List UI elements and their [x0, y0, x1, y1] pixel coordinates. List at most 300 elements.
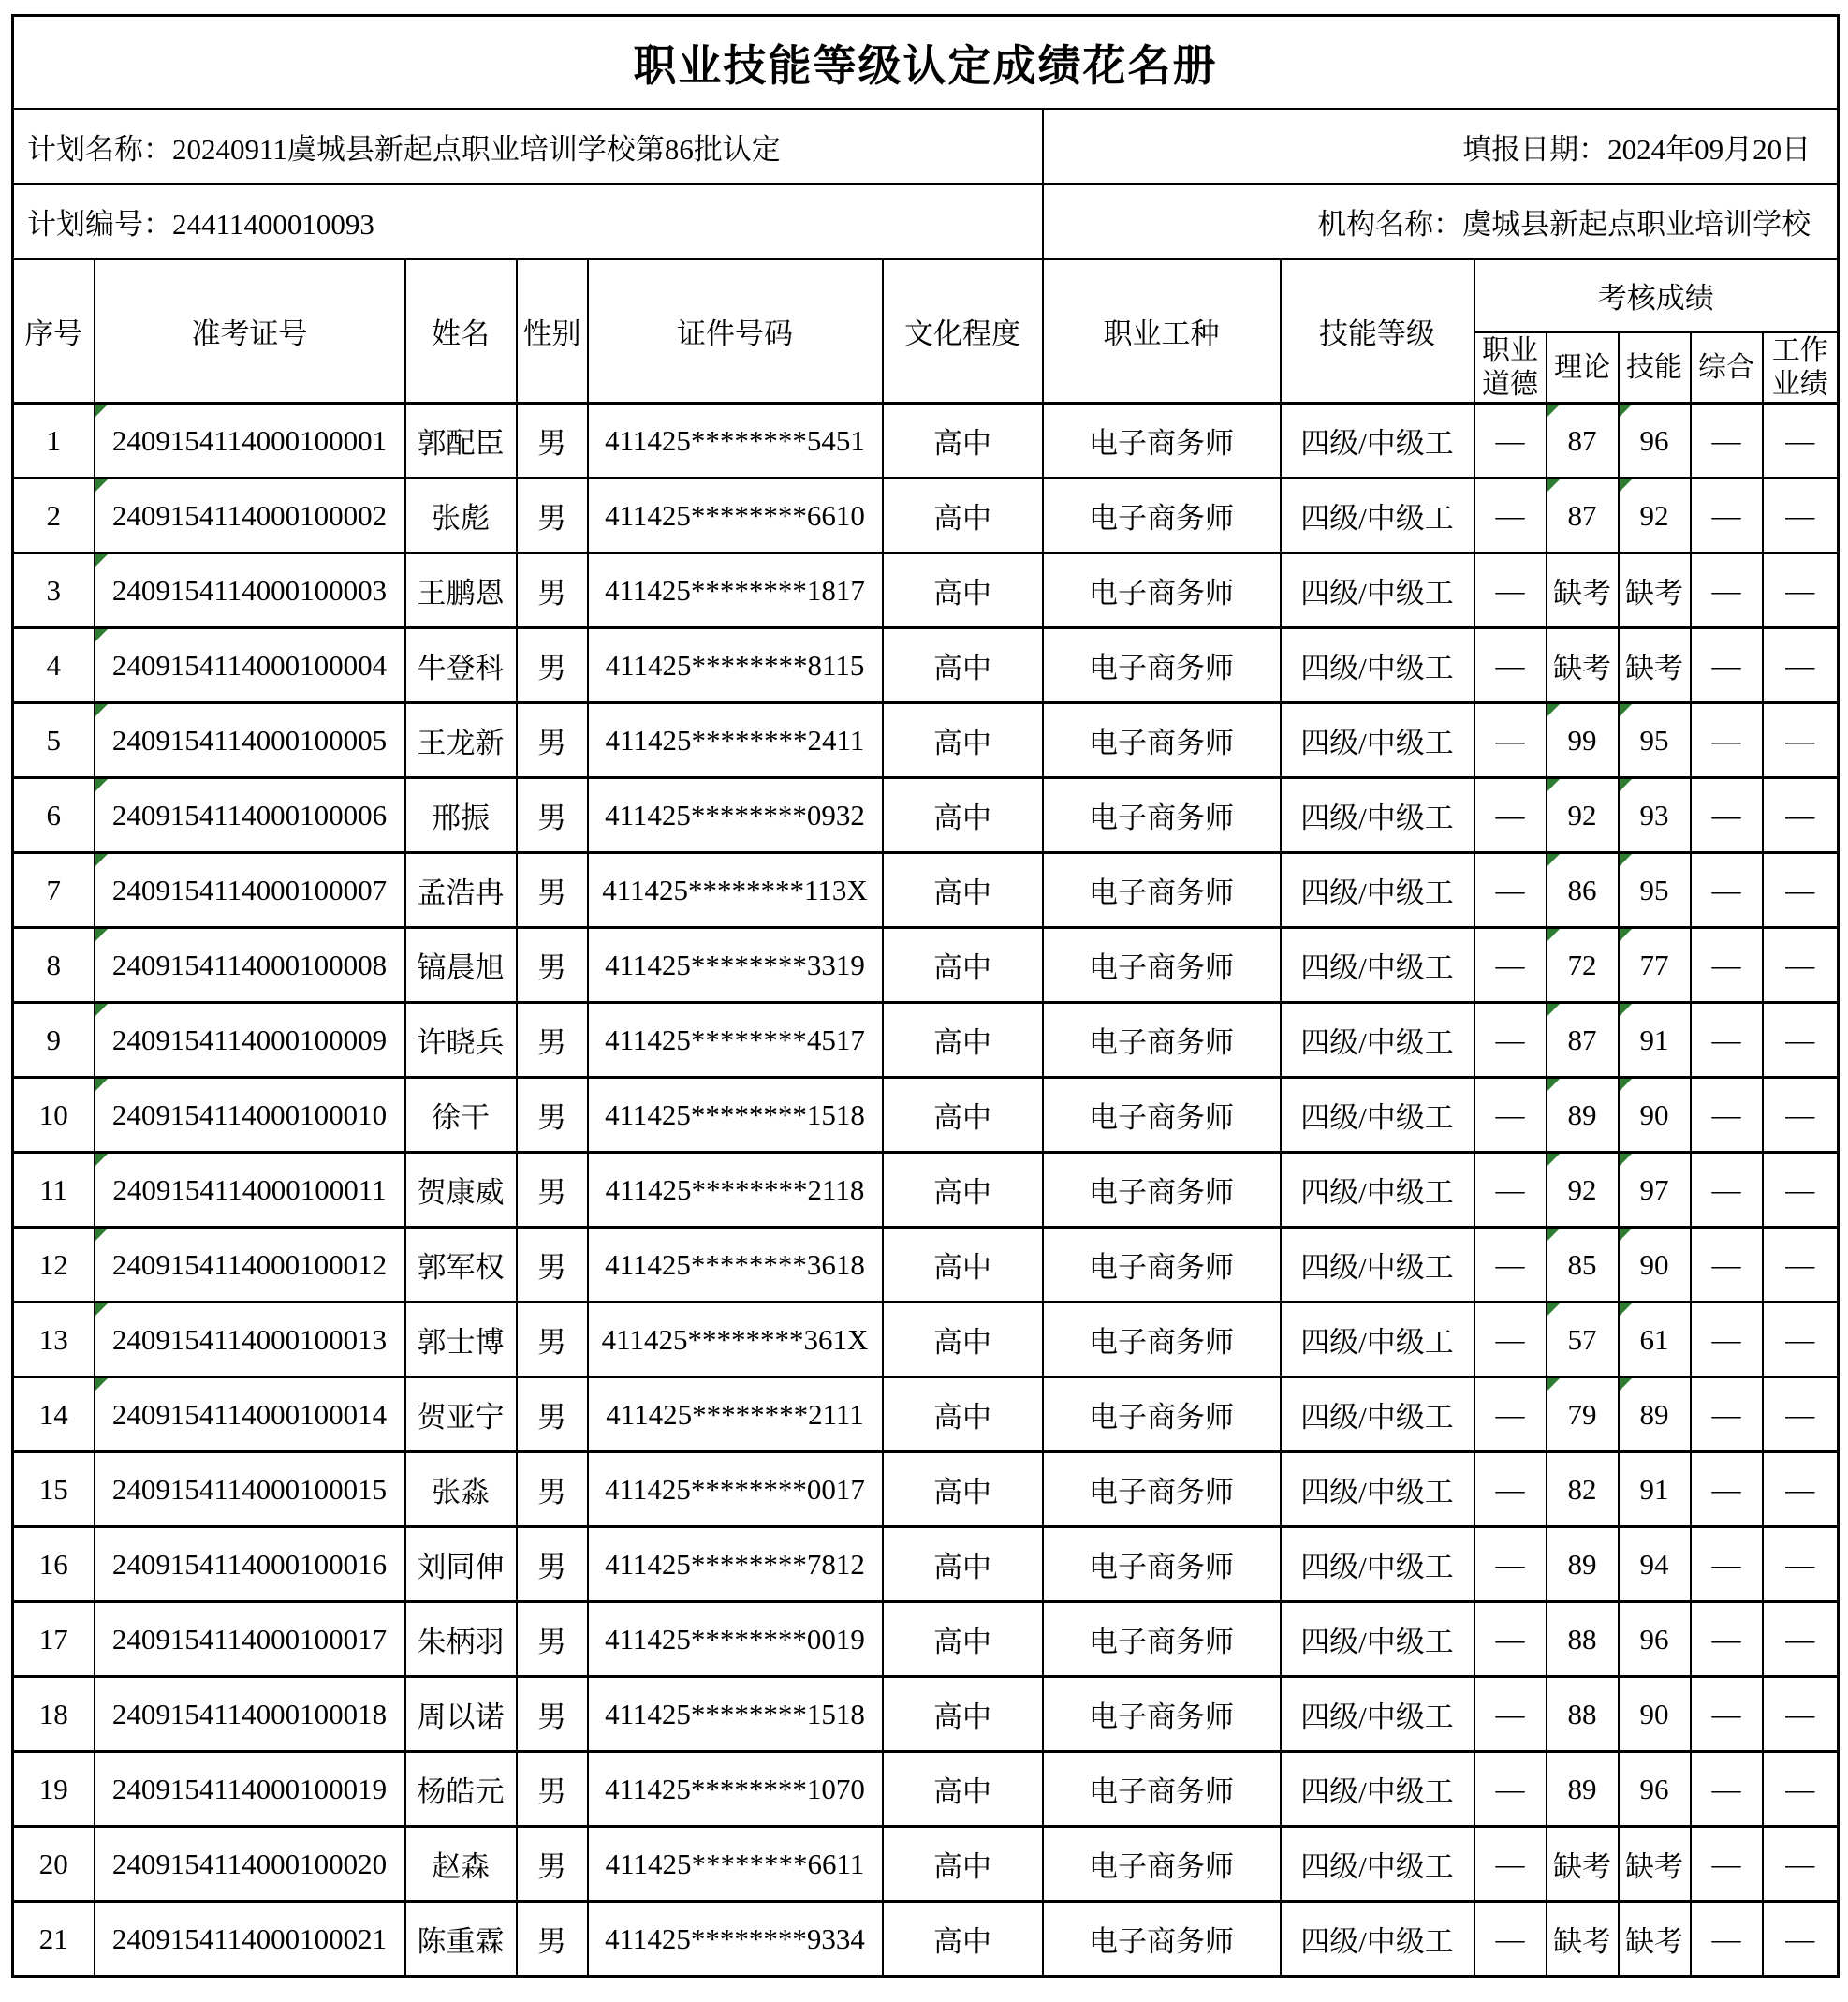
cell-ticket: 2409154114000100001	[95, 404, 405, 478]
cell-id-number: 411425********2118	[588, 1153, 883, 1228]
table-row	[13, 1228, 1839, 1303]
cell-gender: 男	[517, 1078, 588, 1153]
cell-seq: 8	[13, 928, 95, 1003]
cell-score-skill: 缺考	[1619, 1902, 1691, 1977]
cell-ticket: 2409154114000100012	[95, 1228, 405, 1303]
cell-name: 郭军权	[405, 1228, 517, 1303]
cell-score-skill: 94	[1619, 1527, 1691, 1602]
cell-ticket: 2409154114000100014	[95, 1377, 405, 1452]
cell-level: 四级/中级工	[1281, 928, 1474, 1003]
cell-score-work: —	[1763, 1452, 1839, 1527]
cell-score-work: —	[1763, 404, 1839, 478]
cell-id-number: 411425********9334	[588, 1902, 883, 1977]
cell-score-skill: 61	[1619, 1303, 1691, 1377]
col-header-score-comprehensive: 综合	[1691, 332, 1763, 404]
cell-score-comprehensive: —	[1691, 853, 1763, 928]
cell-score-work: —	[1763, 778, 1839, 853]
cell-score-comprehensive: —	[1691, 628, 1763, 703]
cell-score-theory: 87	[1547, 404, 1619, 478]
cell-seq: 11	[13, 1153, 95, 1228]
cell-score-skill: 95	[1619, 703, 1691, 778]
info-row-2	[13, 184, 1839, 259]
cell-level: 四级/中级工	[1281, 703, 1474, 778]
cell-name: 徐干	[405, 1078, 517, 1153]
cell-score-theory: 82	[1547, 1452, 1619, 1527]
plan-name: 计划名称：20240911虞城县新起点职业培训学校第86批认定	[13, 110, 1043, 184]
cell-occupation: 电子商务师	[1043, 1527, 1281, 1602]
cell-seq: 9	[13, 1003, 95, 1078]
col-header-ticket: 准考证号	[95, 259, 405, 404]
cell-score-comprehensive: —	[1691, 404, 1763, 478]
cell-score-theory: 缺考	[1547, 1902, 1619, 1977]
cell-gender: 男	[517, 1153, 588, 1228]
cell-level: 四级/中级工	[1281, 1303, 1474, 1377]
col-header-occupation: 职业工种	[1043, 259, 1281, 404]
cell-score-skill: 缺考	[1619, 553, 1691, 628]
cell-level: 四级/中级工	[1281, 553, 1474, 628]
cell-occupation: 电子商务师	[1043, 1677, 1281, 1752]
cell-score-work: —	[1763, 478, 1839, 553]
cell-ticket: 2409154114000100004	[95, 628, 405, 703]
col-header-score-ethics: 职业道德	[1474, 332, 1547, 404]
cell-occupation: 电子商务师	[1043, 1902, 1281, 1977]
col-header-gender: 性别	[517, 259, 588, 404]
cell-seq: 13	[13, 1303, 95, 1377]
cell-name: 张淼	[405, 1452, 517, 1527]
cell-score-ethics: —	[1474, 1228, 1547, 1303]
cell-level: 四级/中级工	[1281, 853, 1474, 928]
cell-score-work: —	[1763, 1677, 1839, 1752]
cell-level: 四级/中级工	[1281, 1902, 1474, 1977]
table-row	[13, 703, 1839, 778]
cell-id-number: 411425********3618	[588, 1228, 883, 1303]
cell-score-work: —	[1763, 703, 1839, 778]
cell-score-work: —	[1763, 1228, 1839, 1303]
cell-score-theory: 87	[1547, 1003, 1619, 1078]
cell-score-ethics: —	[1474, 1827, 1547, 1902]
cell-score-ethics: —	[1474, 1003, 1547, 1078]
cell-score-comprehensive: —	[1691, 1602, 1763, 1677]
cell-score-theory: 88	[1547, 1677, 1619, 1752]
org-name: 机构名称：虞城县新起点职业培训学校	[1043, 184, 1839, 259]
cell-id-number: 411425********0019	[588, 1602, 883, 1677]
cell-score-theory: 89	[1547, 1752, 1619, 1827]
cell-seq: 4	[13, 628, 95, 703]
cell-seq: 18	[13, 1677, 95, 1752]
cell-score-work: —	[1763, 553, 1839, 628]
cell-score-comprehensive: —	[1691, 1527, 1763, 1602]
table-row	[13, 1602, 1839, 1677]
cell-score-work: —	[1763, 1752, 1839, 1827]
cell-ticket: 2409154114000100008	[95, 928, 405, 1003]
cell-ticket: 2409154114000100011	[95, 1153, 405, 1228]
cell-score-ethics: —	[1474, 1153, 1547, 1228]
cell-score-ethics: —	[1474, 1602, 1547, 1677]
cell-score-theory: 99	[1547, 703, 1619, 778]
cell-score-work: —	[1763, 628, 1839, 703]
cell-score-skill: 91	[1619, 1003, 1691, 1078]
cell-seq: 14	[13, 1377, 95, 1452]
cell-score-comprehensive: —	[1691, 1752, 1763, 1827]
cell-name: 孟浩冉	[405, 853, 517, 928]
table-row	[13, 853, 1839, 928]
cell-level: 四级/中级工	[1281, 1078, 1474, 1153]
cell-occupation: 电子商务师	[1043, 1003, 1281, 1078]
cell-ticket: 2409154114000100017	[95, 1602, 405, 1677]
cell-education: 高中	[883, 404, 1043, 478]
cell-id-number: 411425********0932	[588, 778, 883, 853]
table-row	[13, 1452, 1839, 1527]
cell-score-skill: 97	[1619, 1153, 1691, 1228]
cell-education: 高中	[883, 553, 1043, 628]
cell-score-comprehensive: —	[1691, 1228, 1763, 1303]
cell-level: 四级/中级工	[1281, 478, 1474, 553]
cell-education: 高中	[883, 1677, 1043, 1752]
cell-education: 高中	[883, 1303, 1043, 1377]
col-header-name: 姓名	[405, 259, 517, 404]
cell-id-number: 411425********8115	[588, 628, 883, 703]
cell-score-comprehensive: —	[1691, 778, 1763, 853]
table-row	[13, 478, 1839, 553]
cell-score-comprehensive: —	[1691, 1902, 1763, 1977]
cell-occupation: 电子商务师	[1043, 478, 1281, 553]
cell-name: 王鹏恩	[405, 553, 517, 628]
cell-id-number: 411425********2111	[588, 1377, 883, 1452]
cell-score-work: —	[1763, 928, 1839, 1003]
col-header-seq: 序号	[13, 259, 95, 404]
cell-score-work: —	[1763, 1827, 1839, 1902]
cell-occupation: 电子商务师	[1043, 778, 1281, 853]
table-row	[13, 1752, 1839, 1827]
cell-ticket: 2409154114000100009	[95, 1003, 405, 1078]
cell-education: 高中	[883, 1902, 1043, 1977]
cell-name: 张彪	[405, 478, 517, 553]
report-date: 填报日期：2024年09月20日	[1043, 110, 1839, 184]
cell-education: 高中	[883, 1003, 1043, 1078]
cell-score-ethics: —	[1474, 1377, 1547, 1452]
cell-id-number: 411425********1518	[588, 1078, 883, 1153]
cell-score-ethics: —	[1474, 1303, 1547, 1377]
cell-seq: 6	[13, 778, 95, 853]
cell-seq: 2	[13, 478, 95, 553]
cell-name: 许晓兵	[405, 1003, 517, 1078]
cell-education: 高中	[883, 1752, 1043, 1827]
cell-score-skill: 77	[1619, 928, 1691, 1003]
cell-score-theory: 缺考	[1547, 553, 1619, 628]
cell-ticket: 2409154114000100021	[95, 1902, 405, 1977]
cell-score-comprehensive: —	[1691, 1078, 1763, 1153]
cell-education: 高中	[883, 703, 1043, 778]
cell-ticket: 2409154114000100003	[95, 553, 405, 628]
cell-name: 贺康威	[405, 1153, 517, 1228]
cell-ticket: 2409154114000100013	[95, 1303, 405, 1377]
cell-score-theory: 92	[1547, 1153, 1619, 1228]
table-row	[13, 928, 1839, 1003]
cell-name: 陈重霖	[405, 1902, 517, 1977]
cell-score-theory: 88	[1547, 1602, 1619, 1677]
cell-id-number: 411425********6610	[588, 478, 883, 553]
cell-score-theory: 86	[1547, 853, 1619, 928]
cell-name: 朱柄羽	[405, 1602, 517, 1677]
col-header-score-group: 考核成绩	[1474, 259, 1839, 332]
roster-body	[13, 404, 1839, 1977]
cell-occupation: 电子商务师	[1043, 1602, 1281, 1677]
cell-level: 四级/中级工	[1281, 1827, 1474, 1902]
cell-name: 王龙新	[405, 703, 517, 778]
cell-seq: 7	[13, 853, 95, 928]
cell-score-theory: 85	[1547, 1228, 1619, 1303]
cell-gender: 男	[517, 1677, 588, 1752]
cell-education: 高中	[883, 853, 1043, 928]
cell-score-skill: 96	[1619, 1752, 1691, 1827]
cell-score-skill: 缺考	[1619, 1827, 1691, 1902]
cell-score-ethics: —	[1474, 404, 1547, 478]
cell-level: 四级/中级工	[1281, 404, 1474, 478]
cell-score-work: —	[1763, 1153, 1839, 1228]
cell-score-work: —	[1763, 1303, 1839, 1377]
cell-score-work: —	[1763, 1527, 1839, 1602]
table-row	[13, 1153, 1839, 1228]
cell-occupation: 电子商务师	[1043, 1078, 1281, 1153]
col-header-education: 文化程度	[883, 259, 1043, 404]
cell-id-number: 411425********1817	[588, 553, 883, 628]
cell-seq: 1	[13, 404, 95, 478]
table-row	[13, 553, 1839, 628]
cell-level: 四级/中级工	[1281, 1003, 1474, 1078]
cell-occupation: 电子商务师	[1043, 628, 1281, 703]
cell-gender: 男	[517, 853, 588, 928]
cell-id-number: 411425********1070	[588, 1752, 883, 1827]
cell-gender: 男	[517, 928, 588, 1003]
cell-occupation: 电子商务师	[1043, 703, 1281, 778]
info-row-1	[13, 110, 1839, 184]
cell-level: 四级/中级工	[1281, 1452, 1474, 1527]
cell-seq: 20	[13, 1827, 95, 1902]
cell-score-ethics: —	[1474, 1752, 1547, 1827]
table-row	[13, 404, 1839, 478]
cell-score-comprehensive: —	[1691, 1303, 1763, 1377]
cell-ticket: 2409154114000100016	[95, 1527, 405, 1602]
cell-ticket: 2409154114000100010	[95, 1078, 405, 1153]
cell-name: 刘同伸	[405, 1527, 517, 1602]
cell-score-comprehensive: —	[1691, 1003, 1763, 1078]
cell-score-ethics: —	[1474, 478, 1547, 553]
page-title: 职业技能等级认定成绩花名册	[13, 16, 1839, 110]
cell-name: 郭配臣	[405, 404, 517, 478]
table-row	[13, 1902, 1839, 1977]
cell-ticket: 2409154114000100015	[95, 1452, 405, 1527]
cell-ticket: 2409154114000100020	[95, 1827, 405, 1902]
cell-score-skill: 93	[1619, 778, 1691, 853]
cell-seq: 15	[13, 1452, 95, 1527]
cell-score-theory: 缺考	[1547, 628, 1619, 703]
col-header-id-number: 证件号码	[588, 259, 883, 404]
cell-name: 郭士博	[405, 1303, 517, 1377]
cell-seq: 5	[13, 703, 95, 778]
cell-score-ethics: —	[1474, 928, 1547, 1003]
cell-score-ethics: —	[1474, 853, 1547, 928]
cell-score-work: —	[1763, 1003, 1839, 1078]
cell-score-comprehensive: —	[1691, 1153, 1763, 1228]
cell-gender: 男	[517, 1527, 588, 1602]
cell-level: 四级/中级工	[1281, 1602, 1474, 1677]
cell-ticket: 2409154114000100002	[95, 478, 405, 553]
cell-education: 高中	[883, 1078, 1043, 1153]
cell-score-skill: 96	[1619, 404, 1691, 478]
cell-score-theory: 89	[1547, 1078, 1619, 1153]
cell-score-ethics: —	[1474, 778, 1547, 853]
cell-score-comprehensive: —	[1691, 1827, 1763, 1902]
cell-occupation: 电子商务师	[1043, 1752, 1281, 1827]
cell-id-number: 411425********5451	[588, 404, 883, 478]
cell-seq: 3	[13, 553, 95, 628]
cell-seq: 12	[13, 1228, 95, 1303]
cell-name: 贺亚宁	[405, 1377, 517, 1452]
cell-gender: 男	[517, 1003, 588, 1078]
cell-score-work: —	[1763, 1377, 1839, 1452]
cell-level: 四级/中级工	[1281, 628, 1474, 703]
cell-level: 四级/中级工	[1281, 1527, 1474, 1602]
table-row	[13, 1003, 1839, 1078]
cell-name: 杨皓元	[405, 1752, 517, 1827]
cell-ticket: 2409154114000100019	[95, 1752, 405, 1827]
col-header-level: 技能等级	[1281, 259, 1474, 404]
cell-score-ethics: —	[1474, 1527, 1547, 1602]
cell-gender: 男	[517, 1902, 588, 1977]
cell-score-theory: 92	[1547, 778, 1619, 853]
table-row	[13, 1527, 1839, 1602]
cell-education: 高中	[883, 478, 1043, 553]
cell-gender: 男	[517, 478, 588, 553]
cell-education: 高中	[883, 1377, 1043, 1452]
cell-score-comprehensive: —	[1691, 1377, 1763, 1452]
cell-gender: 男	[517, 1377, 588, 1452]
cell-score-skill: 91	[1619, 1452, 1691, 1527]
cell-score-work: —	[1763, 1078, 1839, 1153]
cell-occupation: 电子商务师	[1043, 1303, 1281, 1377]
table-row	[13, 1827, 1839, 1902]
cell-gender: 男	[517, 1827, 588, 1902]
cell-occupation: 电子商务师	[1043, 1153, 1281, 1228]
cell-score-ethics: —	[1474, 1078, 1547, 1153]
cell-score-theory: 57	[1547, 1303, 1619, 1377]
cell-score-ethics: —	[1474, 1902, 1547, 1977]
cell-score-theory: 89	[1547, 1527, 1619, 1602]
cell-id-number: 411425********361X	[588, 1303, 883, 1377]
cell-seq: 21	[13, 1902, 95, 1977]
cell-score-ethics: —	[1474, 553, 1547, 628]
cell-seq: 10	[13, 1078, 95, 1153]
cell-id-number: 411425********2411	[588, 703, 883, 778]
cell-score-theory: 87	[1547, 478, 1619, 553]
cell-score-comprehensive: —	[1691, 1677, 1763, 1752]
cell-score-skill: 95	[1619, 853, 1691, 928]
table-row	[13, 628, 1839, 703]
cell-score-skill: 89	[1619, 1377, 1691, 1452]
cell-occupation: 电子商务师	[1043, 1228, 1281, 1303]
cell-level: 四级/中级工	[1281, 778, 1474, 853]
cell-seq: 19	[13, 1752, 95, 1827]
cell-score-theory: 79	[1547, 1377, 1619, 1452]
cell-education: 高中	[883, 1228, 1043, 1303]
roster-table	[11, 14, 1840, 1978]
cell-score-skill: 90	[1619, 1228, 1691, 1303]
cell-score-skill: 96	[1619, 1602, 1691, 1677]
cell-education: 高中	[883, 1827, 1043, 1902]
table-row	[13, 1303, 1839, 1377]
cell-score-comprehensive: —	[1691, 553, 1763, 628]
cell-id-number: 411425********3319	[588, 928, 883, 1003]
cell-occupation: 电子商务师	[1043, 404, 1281, 478]
cell-seq: 16	[13, 1527, 95, 1602]
cell-gender: 男	[517, 1228, 588, 1303]
plan-code: 计划编号：24411400010093	[13, 184, 1043, 259]
cell-id-number: 411425********0017	[588, 1452, 883, 1527]
cell-education: 高中	[883, 1452, 1043, 1527]
cell-education: 高中	[883, 778, 1043, 853]
cell-gender: 男	[517, 1752, 588, 1827]
cell-level: 四级/中级工	[1281, 1153, 1474, 1228]
cell-level: 四级/中级工	[1281, 1677, 1474, 1752]
cell-id-number: 411425********4517	[588, 1003, 883, 1078]
cell-name: 镐晨旭	[405, 928, 517, 1003]
cell-ticket: 2409154114000100007	[95, 853, 405, 928]
cell-level: 四级/中级工	[1281, 1228, 1474, 1303]
cell-id-number: 411425********6611	[588, 1827, 883, 1902]
header-row-top	[13, 259, 1839, 332]
cell-name: 牛登科	[405, 628, 517, 703]
cell-level: 四级/中级工	[1281, 1752, 1474, 1827]
title-row	[13, 16, 1839, 110]
cell-gender: 男	[517, 778, 588, 853]
cell-score-comprehensive: —	[1691, 478, 1763, 553]
cell-occupation: 电子商务师	[1043, 1452, 1281, 1527]
cell-id-number: 411425********113X	[588, 853, 883, 928]
cell-gender: 男	[517, 553, 588, 628]
cell-gender: 男	[517, 404, 588, 478]
cell-ticket: 2409154114000100005	[95, 703, 405, 778]
cell-id-number: 411425********7812	[588, 1527, 883, 1602]
table-row	[13, 1677, 1839, 1752]
cell-score-comprehensive: —	[1691, 1452, 1763, 1527]
cell-education: 高中	[883, 928, 1043, 1003]
cell-name: 邢振	[405, 778, 517, 853]
cell-education: 高中	[883, 1527, 1043, 1602]
cell-score-ethics: —	[1474, 703, 1547, 778]
cell-score-ethics: —	[1474, 628, 1547, 703]
cell-occupation: 电子商务师	[1043, 928, 1281, 1003]
table-row	[13, 1377, 1839, 1452]
cell-score-comprehensive: —	[1691, 928, 1763, 1003]
cell-score-theory: 72	[1547, 928, 1619, 1003]
cell-occupation: 电子商务师	[1043, 853, 1281, 928]
cell-ticket: 2409154114000100018	[95, 1677, 405, 1752]
cell-seq: 17	[13, 1602, 95, 1677]
cell-score-ethics: —	[1474, 1452, 1547, 1527]
cell-occupation: 电子商务师	[1043, 1827, 1281, 1902]
cell-gender: 男	[517, 1303, 588, 1377]
col-header-score-work: 工作业绩	[1763, 332, 1839, 404]
cell-occupation: 电子商务师	[1043, 553, 1281, 628]
cell-score-skill: 90	[1619, 1078, 1691, 1153]
cell-name: 赵森	[405, 1827, 517, 1902]
cell-score-skill: 92	[1619, 478, 1691, 553]
cell-score-work: —	[1763, 853, 1839, 928]
cell-education: 高中	[883, 628, 1043, 703]
cell-score-work: —	[1763, 1902, 1839, 1977]
cell-ticket: 2409154114000100006	[95, 778, 405, 853]
table-row	[13, 1078, 1839, 1153]
